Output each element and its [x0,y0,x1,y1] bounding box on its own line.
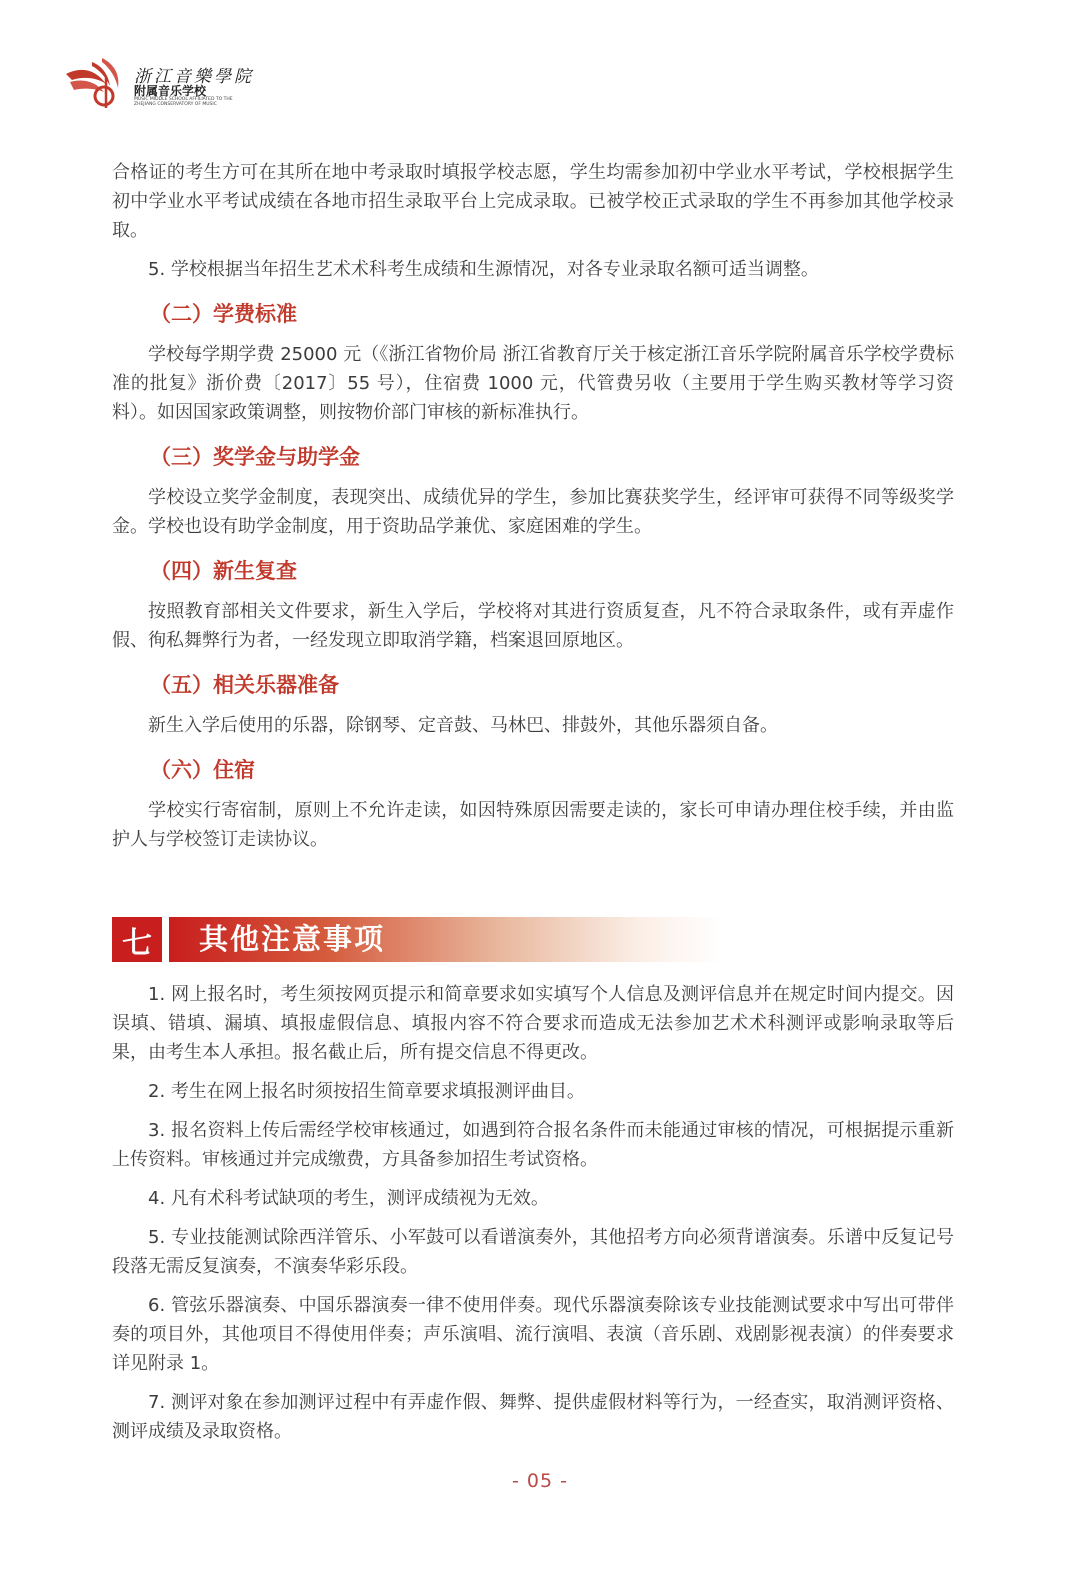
subsection-heading-tuition: （二）学费标准 [150,302,297,326]
notice-item: 2. 考生在网上报名时须按招生简章要求填报测评曲目。 [148,1081,585,1102]
paragraph: 学校每学期学费 25000 元（《浙江省物价局 浙江省教育厅关于核定浙江音乐学院附属音乐学校学费标准的批复》浙价费〔2017〕55 号），住宿费 1000 元，代管费另收（主要用于学生购买教材等学习资料）。如因国家政策调整，则按物价部门审核的新标准执行。 [112,344,954,423]
paragraph: 学校实行寄宿制，原则上不允许走读，如因特殊原因需要走读的，家长可申请办理住校手续，并由监护人与学校签订走读协议。 [112,800,954,850]
paragraph: 合格证的考生方可在其所在地中考录取时填报学校志愿，学生均需参加初中学业水平考试，学校根据学生初中学业水平考试成绩在各地市招生录取平台上完成录取。已被学校正式录取的学生不再参加其他学校录取。 [112,162,954,241]
treble-clef-logo-icon [62,56,134,112]
subsection-heading-accommodation: （六）住宿 [150,758,255,782]
section7-content [112,980,954,1456]
subsection-heading-scholarship: （三）奖学金与助学金 [150,445,360,469]
section-number: 七 [112,917,162,962]
logo-english-name: MUSIC MIDDLE SCHOOL AFFILIATED TO THE ZHEJIANG CONSERVATORY OF MUSIC [134,97,233,107]
school-logo [62,56,262,112]
paragraph: 学校设立奖学金制度，表现突出、成绩优异的学生，参加比赛获奖学生，经评审可获得不同等级奖学金。学校也设有助学金制度，用于资助品学兼优、家庭困难的学生。 [112,487,954,537]
notice-item: 6. 管弦乐器演奏、中国乐器演奏一律不使用伴奏。现代乐器演奏除该专业技能测试要求中写出可带伴奏的项目外，其他项目不得使用伴奏；声乐演唱、流行演唱、表演（音乐剧、戏剧影视表演）的伴奏要求详见附录 1。 [112,1295,954,1374]
section-title-bar [169,917,722,962]
paragraph: 新生入学后使用的乐器，除钢琴、定音鼓、马林巴、排鼓外，其他乐器须自备。 [148,715,778,736]
paragraph: 按照教育部相关文件要求，新生入学后，学校将对其进行资质复查，凡不符合录取条件，或有弄虚作假、徇私舞弊行为者，一经发现立即取消学籍，档案退回原地区。 [112,601,954,651]
notice-item: 4. 凡有术科考试缺项的考生，测评成绩视为无效。 [148,1188,549,1209]
upper-content [112,158,954,864]
logo-chinese-name: 浙江音樂學院 [134,67,254,87]
paragraph: 5. 学校根据当年招生艺术术科考生成绩和生源情况，对各专业录取名额可适当调整。 [148,259,819,280]
subsection-heading-review: （四）新生复查 [150,559,297,583]
section-title: 其他注意事项 [199,922,386,956]
notice-item: 5. 专业技能测试除西洋管乐、小军鼓可以看谱演奏外，其他招考方向必须背谱演奏。乐谱中反复记号段落无需反复演奏，不演奏华彩乐段。 [112,1227,954,1277]
subsection-heading-instruments: （五）相关乐器准备 [150,673,339,697]
logo-subtitle: 附属音乐学校 [134,84,207,98]
page-number: - 05 - [512,1470,568,1492]
notice-item: 7. 测评对象在参加测评过程中有弄虚作假、舞弊、提供虚假材料等行为，一经查实，取消测评资格、测评成绩及录取资格。 [112,1392,954,1442]
section-banner [112,917,722,962]
notice-item: 3. 报名资料上传后需经学校审核通过，如遇到符合报名条件而未能通过审核的情况，可根据提示重新上传资料。审核通过并完成缴费，方具备参加招生考试资格。 [112,1120,954,1170]
notice-item: 1. 网上报名时，考生须按网页提示和简章要求如实填写个人信息及测评信息并在规定时间内提交。因误填、错填、漏填、填报虚假信息、填报内容不符合要求而造成无法参加艺术术科测评或影响录取等后果，由考生本人承担。报名截止后，所有提交信息不得更改。 [112,984,954,1063]
